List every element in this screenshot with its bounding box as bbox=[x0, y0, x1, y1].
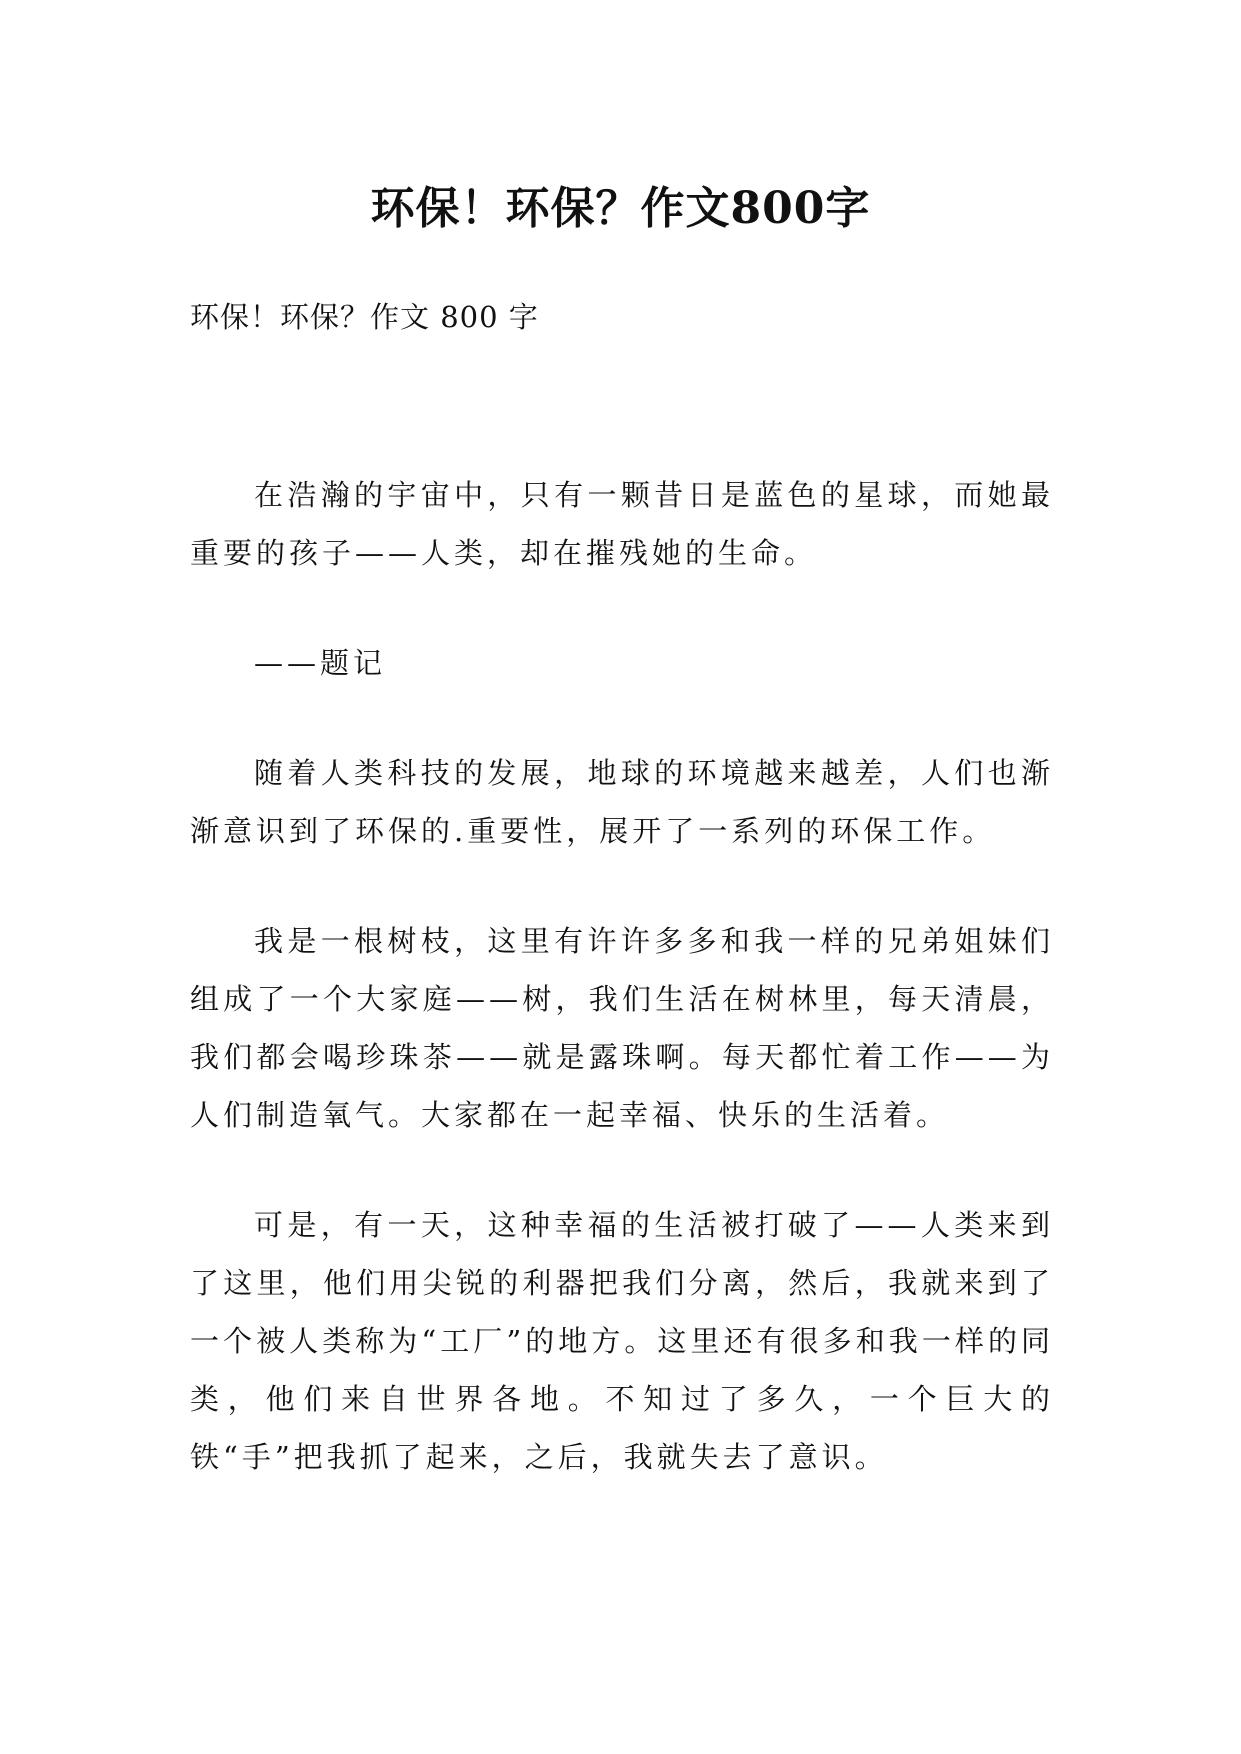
paragraph-factory: 可是，有一天，这种幸福的生活被打破了——人类来到了这里，他们用尖锐的利器把我们分离，然后，我就来到了一个被人类称为“工厂”的地方。这里还有很多和我一样的同类，他们来自世界各地。不知过了多久，一个巨大的铁“手”把我抓了起来，之后，我就失去了意识。 bbox=[190, 1208, 1054, 1474]
paragraph-tree-branch: 我是一根树枝，这里有许许多多和我一样的兄弟姐妹们组成了一个大家庭——树，我们生活在树林里，每天清晨，我们都会喝珍珠茶——就是露珠啊。每天都忙着工作——为人们制造氧气。大家都在一起幸福、快乐的生活着。 bbox=[190, 924, 1054, 1132]
paragraph-epigraph: ——题记 bbox=[254, 646, 387, 680]
paragraph-background: 随着人类科技的发展，地球的环境越来越差，人们也渐渐意识到了环保的.重要性，展开了一系列的环保工作。 bbox=[190, 756, 1054, 848]
document-title: 环保！环保？作文800字 bbox=[370, 183, 871, 235]
essay-body bbox=[190, 466, 1054, 1486]
document-subtitle: 环保！环保？作文 800 字 bbox=[190, 300, 539, 334]
paragraph-intro: 在浩瀚的宇宙中，只有一颗昔日是蓝色的星球，而她最重要的孩子——人类，却在摧残她的生命。 bbox=[190, 478, 1054, 570]
